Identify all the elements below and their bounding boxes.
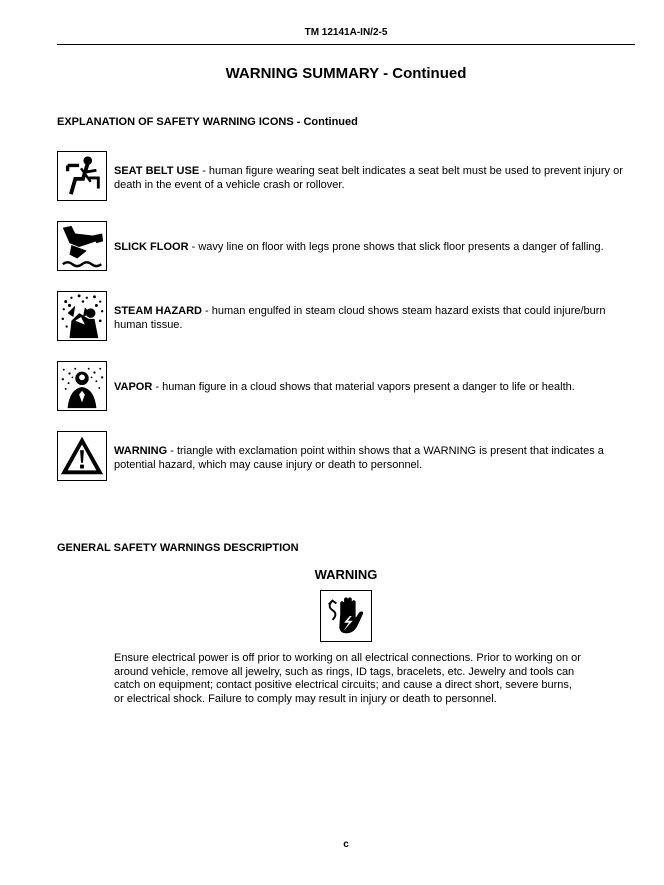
icon-item-term: VAPOR xyxy=(114,381,153,393)
page-number: c xyxy=(343,839,349,850)
electrical-shock-hand-icon xyxy=(320,590,372,642)
icons-section-heading: EXPLANATION OF SAFETY WARNING ICONS - Continued xyxy=(57,116,358,128)
warning-body-text: Ensure electrical power is off prior to working on all electrical connections. Prior to working on or around vehicle, remove all jewelry, such as rings, ID tags, bracelets, etc. Jewelry and tools can catch on equipment; contact positive electrical circuits; and cause a direct short, severe burns, or electrical shock. Failure to comply may result in injury or death to personnel. xyxy=(114,652,581,705)
icon-item-text xyxy=(114,165,634,192)
vapor-icon xyxy=(57,361,107,411)
icon-item-description: - human figure wearing seat belt indicates a seat belt must be used to prevent injury or death in the event of a vehicle crash or rollover. xyxy=(114,165,623,191)
icon-item-description: - human engulfed in steam cloud shows steam hazard exists that could injure/burn human tissue. xyxy=(114,305,606,331)
icon-item-text xyxy=(114,445,634,472)
general-section-heading: GENERAL SAFETY WARNINGS DESCRIPTION xyxy=(57,542,299,554)
page-title: WARNING SUMMARY - Continued xyxy=(225,65,467,82)
icon-item-term: SLICK FLOOR xyxy=(114,241,189,253)
icon-item-warning xyxy=(57,431,637,483)
icon-item-term: WARNING xyxy=(114,445,168,457)
icon-item-description: - wavy line on floor with legs prone shows that slick floor presents a danger of falling. xyxy=(188,241,604,253)
icon-item-slick-floor xyxy=(57,221,637,273)
icon-item-steam-hazard xyxy=(57,291,637,343)
icon-item-description: - triangle with exclamation point within shows that a WARNING is present that indicates a potential hazard, which may cause injury or death to personnel. xyxy=(114,445,604,471)
seat-belt-icon xyxy=(57,151,107,201)
icon-item-text xyxy=(114,381,634,395)
warning-label: WARNING xyxy=(314,567,378,582)
icon-item-description: - human figure in a cloud shows that material vapors present a danger to life or health. xyxy=(152,381,575,393)
document-number: TM 12141A-IN/2-5 xyxy=(304,27,388,38)
icon-item-term: STEAM HAZARD xyxy=(114,305,202,317)
slick-floor-icon xyxy=(57,221,107,271)
icon-item-seat-belt xyxy=(57,151,637,203)
icon-item-text xyxy=(114,241,634,255)
icon-item-text xyxy=(114,305,634,332)
warning-triangle-icon xyxy=(57,431,107,481)
steam-hazard-icon xyxy=(57,291,107,341)
header-rule xyxy=(57,44,635,45)
icon-item-term: SEAT BELT USE xyxy=(114,165,200,177)
icon-item-vapor xyxy=(57,361,637,413)
